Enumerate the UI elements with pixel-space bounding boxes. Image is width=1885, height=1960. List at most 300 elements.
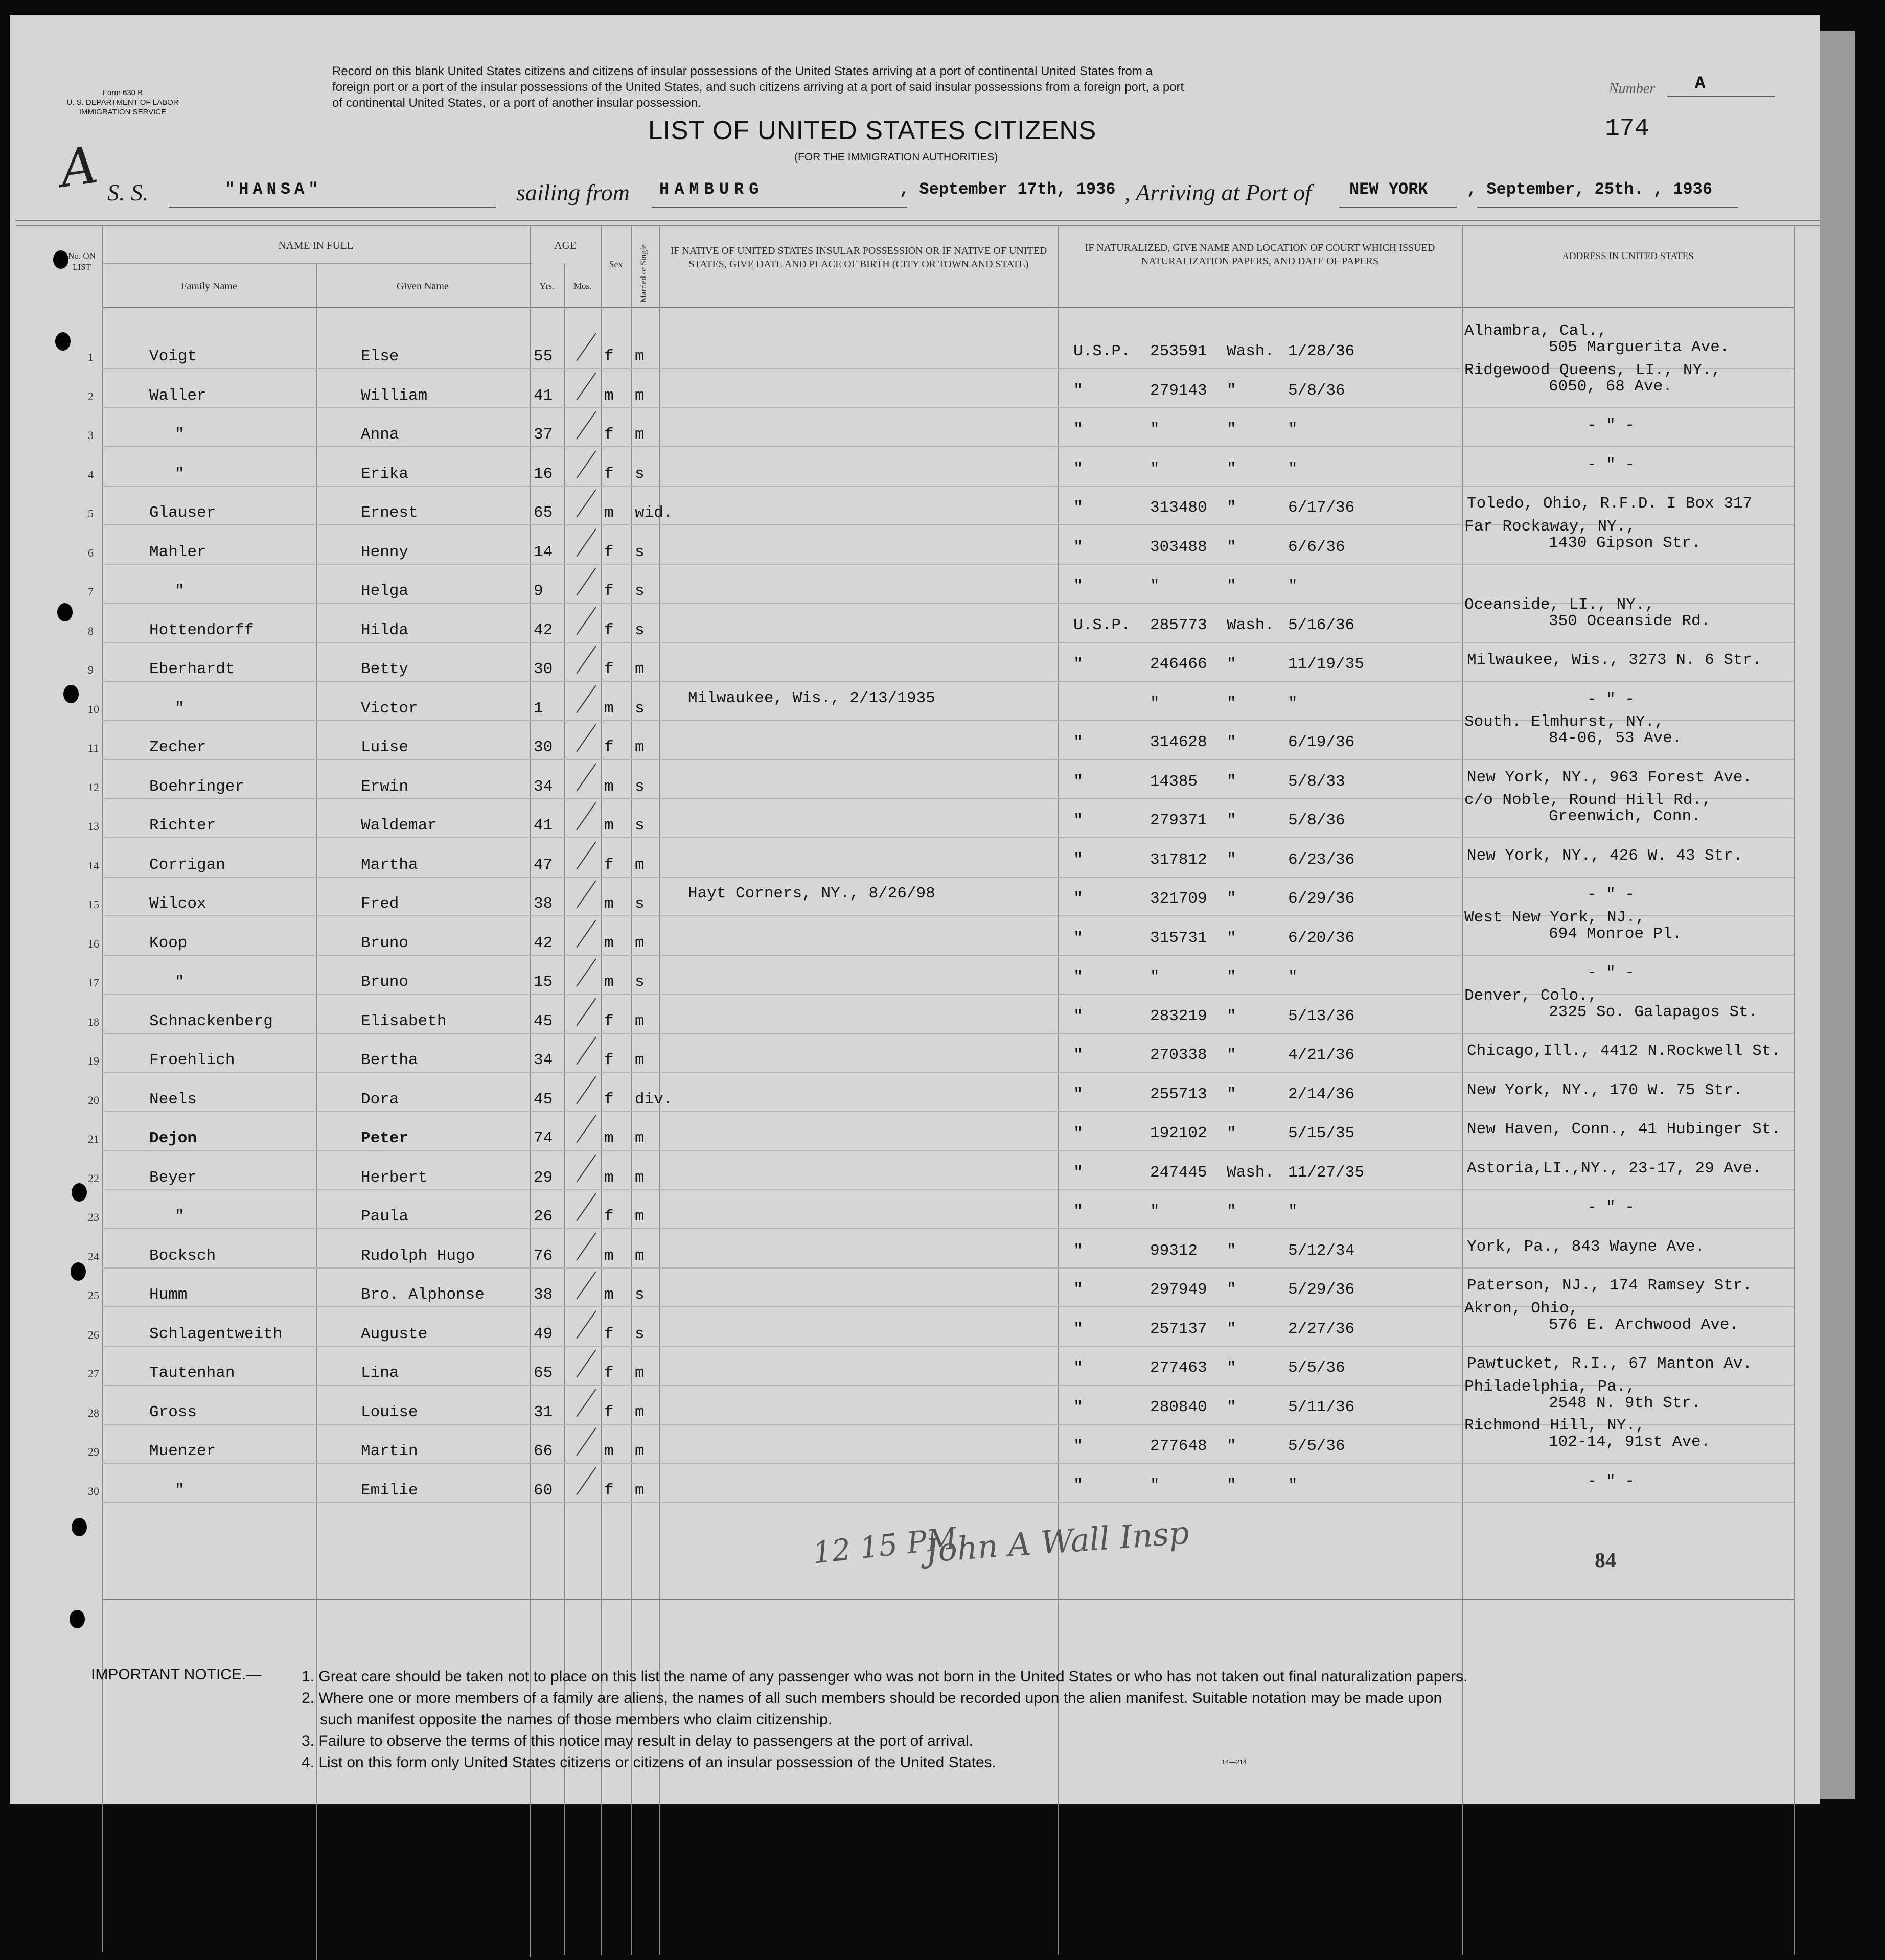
address-line-2: New York, NY., 963 Forest Ave. xyxy=(1467,768,1753,787)
row-rule xyxy=(102,1502,1794,1503)
naturalization-date: " xyxy=(1288,459,1298,478)
family-name: Wilcox xyxy=(149,895,206,913)
address-line-2: 2548 N. 9th Str. xyxy=(1549,1394,1701,1412)
row-number: 20 xyxy=(88,1093,99,1106)
address-line-1: Philadelphia, Pa., xyxy=(1464,1377,1636,1396)
sex: m xyxy=(604,504,614,522)
address-line-2: Greenwich, Conn. xyxy=(1549,808,1701,825)
naturalization-type: " xyxy=(1073,890,1083,908)
age-years: 55 xyxy=(534,348,553,365)
naturalization-type: " xyxy=(1073,1320,1083,1338)
family-name: Corrigan xyxy=(149,856,225,874)
punch-hole xyxy=(72,1183,87,1202)
age-years: 15 xyxy=(534,973,553,991)
age-years: 38 xyxy=(534,1286,553,1304)
sex: f xyxy=(604,465,614,483)
given-name: Anna xyxy=(361,426,399,444)
naturalization-court: " xyxy=(1227,1124,1236,1142)
marital-status: m xyxy=(635,1247,645,1265)
inspector-time: 12 15 PM xyxy=(811,1520,959,1571)
address-line-2: 505 Marguerita Ave. xyxy=(1549,338,1730,356)
family-name: Boehringer xyxy=(149,777,245,796)
naturalization-number: " xyxy=(1150,1203,1160,1220)
naturalization-type: " xyxy=(1073,812,1083,829)
row-number: 4 xyxy=(88,468,94,481)
naturalization-number: 247445 xyxy=(1150,1163,1207,1182)
naturalization-number: 270338 xyxy=(1150,1046,1207,1064)
naturalization-date: 5/8/33 xyxy=(1288,772,1345,791)
form-id-block xyxy=(56,88,189,117)
naturalization-number: 283219 xyxy=(1150,1007,1207,1025)
address-line-1: Denver, Colo., xyxy=(1464,986,1598,1005)
page-edge xyxy=(1820,31,1855,1799)
naturalization-date: " xyxy=(1288,577,1298,595)
naturalization-number: " xyxy=(1150,968,1160,986)
naturalization-date: " xyxy=(1288,1476,1298,1494)
naturalization-number: 313480 xyxy=(1150,499,1207,517)
naturalization-date: 6/20/36 xyxy=(1288,929,1355,947)
page-stamp: 174 xyxy=(1605,115,1649,143)
marital-status: m xyxy=(635,1481,645,1500)
given-name: Helga xyxy=(361,582,409,600)
marital-status: m xyxy=(635,1364,645,1382)
ss-label: S. S. xyxy=(107,179,149,205)
row-rule xyxy=(102,1111,1794,1112)
age-years: 34 xyxy=(534,777,553,796)
address-line-2: Astoria,LI.,NY., 23-17, 29 Ave. xyxy=(1467,1159,1762,1178)
naturalization-date: 5/8/36 xyxy=(1288,381,1345,400)
form-department: U. S. DEPARTMENT OF LABOR xyxy=(66,98,179,107)
naturalization-type: " xyxy=(1073,1046,1083,1064)
sex: m xyxy=(604,386,614,405)
marital-status: m xyxy=(635,1403,645,1421)
sex: f xyxy=(604,856,614,874)
family-name: Mahler xyxy=(149,543,206,561)
punch-hole xyxy=(55,332,71,351)
sex: f xyxy=(604,348,614,365)
age-years: 60 xyxy=(534,1481,553,1500)
sex: f xyxy=(604,1364,614,1382)
family-name: Schnackenberg xyxy=(149,1012,273,1030)
sex: m xyxy=(604,1247,614,1265)
naturalization-date: 1/28/36 xyxy=(1288,342,1355,360)
row-number: 21 xyxy=(88,1133,99,1145)
table-top-border xyxy=(15,220,1820,221)
row-number: 28 xyxy=(88,1406,99,1419)
naturalization-court: " xyxy=(1227,694,1236,712)
given-name: Dora xyxy=(361,1090,399,1109)
marital-status: m xyxy=(635,1442,645,1460)
header-family-name: Family Name xyxy=(181,281,237,292)
date-to: , September, 25th. , 1936 xyxy=(1467,180,1713,199)
row-number: 24 xyxy=(88,1250,99,1263)
marital-status: s xyxy=(635,621,645,639)
naturalization-court: " xyxy=(1227,812,1236,829)
naturalization-court: " xyxy=(1227,1398,1236,1416)
age-years: 49 xyxy=(534,1325,553,1343)
row-number: 27 xyxy=(88,1367,99,1380)
page-count: 84 xyxy=(1595,1549,1616,1573)
naturalization-court: " xyxy=(1227,1359,1236,1377)
naturalization-date: " xyxy=(1288,1203,1298,1220)
sex: m xyxy=(604,699,614,718)
marital-status: m xyxy=(635,1012,645,1030)
address-line-2: York, Pa., 843 Wayne Ave. xyxy=(1467,1237,1705,1256)
naturalization-type: " xyxy=(1073,929,1083,947)
naturalization-court: Wash. xyxy=(1227,616,1275,634)
address-line-1: c/o Noble, Round Hill Rd., xyxy=(1464,791,1712,809)
age-years: 41 xyxy=(534,817,553,835)
header-no-on-list: No. ON LIST xyxy=(68,251,96,272)
age-years: 26 xyxy=(534,1208,553,1226)
address-line-2: - " - xyxy=(1587,690,1635,708)
birth-place-date: Milwaukee, Wis., 2/13/1935 xyxy=(688,689,935,707)
notice-item: 3. Failure to observe the terms of this notice may result in delay to passengers at the port of arrival. xyxy=(302,1733,973,1749)
marital-status: m xyxy=(635,1051,645,1069)
naturalization-type: " xyxy=(1073,772,1083,791)
date-from: , September 17th, 1936 xyxy=(900,180,1116,199)
naturalization-court: " xyxy=(1227,381,1236,400)
address-line-1: Richmond Hill, NY., xyxy=(1464,1417,1645,1435)
age-years: 14 xyxy=(534,543,553,561)
naturalization-court: " xyxy=(1227,1320,1236,1338)
sex: m xyxy=(604,895,614,913)
margin-mark: A xyxy=(56,134,102,199)
given-name: Louise xyxy=(361,1403,418,1421)
row-number: 30 xyxy=(88,1484,99,1497)
naturalization-number: 192102 xyxy=(1150,1124,1207,1142)
naturalization-date: 2/14/36 xyxy=(1288,1085,1355,1103)
naturalization-number: " xyxy=(1150,1476,1160,1494)
row-number: 8 xyxy=(88,624,94,637)
instruction-line: of continental United States, or a port of another insular possession. xyxy=(332,96,701,110)
sex: f xyxy=(604,543,614,561)
naturalization-date: " xyxy=(1288,968,1298,986)
sex: f xyxy=(604,1481,614,1500)
port-to-underline xyxy=(1339,207,1457,208)
naturalization-type: U.S.P. xyxy=(1073,616,1131,634)
marital-status: m xyxy=(635,934,645,952)
naturalization-date: 5/5/36 xyxy=(1288,1359,1345,1377)
notice-item: such manifest opposite the names of those members who claim citizenship. xyxy=(320,1711,833,1728)
naturalization-number: 14385 xyxy=(1150,772,1198,791)
instruction-line: foreign port or a port of the insular possessions of the United States, and such citizens arriving at a port of said insular possessions from a foreign port, a port xyxy=(332,80,1184,94)
address-line-1: West New York, NJ., xyxy=(1464,908,1645,927)
row-number: 2 xyxy=(88,389,94,403)
naturalization-court: " xyxy=(1227,459,1236,478)
row-rule xyxy=(102,1346,1794,1347)
naturalization-date: 6/6/36 xyxy=(1288,538,1345,556)
family-name: Dejon xyxy=(149,1129,197,1147)
given-name: Paula xyxy=(361,1208,409,1226)
naturalization-type: U.S.P. xyxy=(1073,342,1131,360)
notice-item: 2. Where one or more members of a family are aliens, the names of all such members should be recorded upon the alien manifest. Suitable notation may be made upon xyxy=(302,1690,1442,1707)
sailing-label: sailing from xyxy=(516,179,630,205)
header-name-in-full: NAME IN FULL xyxy=(278,239,354,251)
age-years: 30 xyxy=(534,660,553,678)
age-years: 41 xyxy=(534,386,553,405)
naturalization-court: " xyxy=(1227,1241,1236,1260)
table-top-border xyxy=(15,225,1820,226)
header-sex: Sex xyxy=(609,259,623,269)
naturalization-type: " xyxy=(1073,1163,1083,1182)
naturalization-type: " xyxy=(1073,1281,1083,1299)
form-number: Form 630 B xyxy=(102,88,143,97)
sex: f xyxy=(604,1403,614,1421)
given-name: Bruno xyxy=(361,973,409,991)
family-name: " xyxy=(175,426,185,444)
age-years: 31 xyxy=(534,1403,553,1421)
family-name: Froehlich xyxy=(149,1051,235,1069)
form-service: IMMIGRATION SERVICE xyxy=(79,108,167,117)
sex: f xyxy=(604,1325,614,1343)
name-header-divider xyxy=(102,263,532,264)
family-name: Bocksch xyxy=(149,1247,216,1265)
naturalization-number: 277648 xyxy=(1150,1437,1207,1455)
naturalization-court: " xyxy=(1227,1476,1236,1494)
sex: m xyxy=(604,777,614,796)
naturalization-date: 5/5/36 xyxy=(1288,1437,1345,1455)
given-name: Waldemar xyxy=(361,817,437,835)
row-rule xyxy=(102,407,1794,408)
birth-place-date: Hayt Corners, NY., 8/26/98 xyxy=(688,885,935,903)
punch-hole xyxy=(63,685,79,703)
sex: m xyxy=(604,1168,614,1187)
naturalization-date: " xyxy=(1288,421,1298,439)
family-name: Humm xyxy=(149,1286,188,1304)
address-line-2: New York, NY., 426 W. 43 Str. xyxy=(1467,846,1743,865)
naturalization-number: 253591 xyxy=(1150,342,1207,360)
age-years: 16 xyxy=(534,465,553,483)
naturalization-type: " xyxy=(1073,1241,1083,1260)
naturalization-date: 5/12/34 xyxy=(1288,1241,1355,1260)
naturalization-date: 11/27/35 xyxy=(1288,1163,1364,1182)
family-name: Tautenhan xyxy=(149,1364,235,1382)
row-number: 19 xyxy=(88,1054,99,1067)
age-years: 42 xyxy=(534,934,553,952)
naturalization-date: 11/19/35 xyxy=(1288,655,1364,673)
family-name: Richter xyxy=(149,817,216,835)
instructions xyxy=(332,63,1184,111)
naturalization-number: " xyxy=(1150,459,1160,478)
given-name: Ernest xyxy=(361,504,418,522)
family-name: Voigt xyxy=(149,348,197,365)
family-name: Waller xyxy=(149,386,206,405)
number-value: A xyxy=(1695,74,1706,94)
given-name: Bro. Alphonse xyxy=(361,1286,485,1304)
address-line-2: - " - xyxy=(1587,964,1635,982)
given-name: Else xyxy=(361,348,399,365)
sex: m xyxy=(604,1286,614,1304)
naturalization-number: " xyxy=(1150,577,1160,595)
age-years: 42 xyxy=(534,621,553,639)
punch-hole xyxy=(72,1518,87,1536)
family-name: Koop xyxy=(149,934,188,952)
marital-status: m xyxy=(635,660,645,678)
family-name: Neels xyxy=(149,1090,197,1109)
marital-status: m xyxy=(635,1129,645,1147)
age-years: 65 xyxy=(534,1364,553,1382)
family-name: " xyxy=(175,973,185,991)
given-name: Victor xyxy=(361,699,418,718)
naturalization-court: " xyxy=(1227,655,1236,673)
naturalization-date: 6/17/36 xyxy=(1288,499,1355,517)
given-name: Elisabeth xyxy=(361,1012,447,1030)
col-divider xyxy=(1794,225,1795,1955)
row-number: 3 xyxy=(88,429,94,442)
naturalization-date: 2/27/36 xyxy=(1288,1320,1355,1338)
marital-status: s xyxy=(635,817,645,835)
naturalization-court: " xyxy=(1227,968,1236,986)
row-rule xyxy=(102,681,1794,682)
naturalization-number: 303488 xyxy=(1150,538,1207,556)
age-years: 34 xyxy=(534,1051,553,1069)
table-bottom-border xyxy=(102,1599,1794,1600)
punch-hole xyxy=(70,1610,85,1628)
row-rule xyxy=(102,564,1794,565)
naturalization-date: 5/13/36 xyxy=(1288,1007,1355,1025)
naturalization-date: 5/29/36 xyxy=(1288,1281,1355,1299)
address-line-2: 576 E. Archwood Ave. xyxy=(1549,1316,1739,1334)
notice-item: 1. Great care should be taken not to place on this list the name of any passenger who was not born in the United States or who has not taken out final naturalization papers. xyxy=(302,1668,1468,1685)
given-name: Erwin xyxy=(361,777,409,796)
ship-underline xyxy=(169,207,496,208)
naturalization-court: " xyxy=(1227,850,1236,869)
row-rule xyxy=(102,1228,1794,1229)
naturalization-date: 6/19/36 xyxy=(1288,733,1355,751)
row-number: 18 xyxy=(88,1015,99,1028)
naturalization-court: " xyxy=(1227,1007,1236,1025)
arriving-label: , Arriving at Port of xyxy=(1124,179,1312,205)
naturalization-date: 6/29/36 xyxy=(1288,890,1355,908)
age-years: 1 xyxy=(534,699,543,718)
sex: m xyxy=(604,934,614,952)
header-given-name: Given Name xyxy=(397,281,449,292)
row-rule xyxy=(102,759,1794,760)
address-line-2: 102-14, 91st Ave. xyxy=(1549,1433,1711,1451)
marital-status: s xyxy=(635,895,645,913)
naturalization-type: " xyxy=(1073,850,1083,869)
sex: m xyxy=(604,817,614,835)
naturalization-type: " xyxy=(1073,1437,1083,1455)
marital-status: s xyxy=(635,1325,645,1343)
address-line-2: 1430 Gipson Str. xyxy=(1549,534,1701,552)
address-line-2: Toledo, Ohio, R.F.D. I Box 317 xyxy=(1467,495,1753,513)
naturalization-court: " xyxy=(1227,1437,1236,1455)
marital-status: m xyxy=(635,1168,645,1187)
naturalization-number: 279371 xyxy=(1150,812,1207,829)
naturalization-type: " xyxy=(1073,381,1083,400)
family-name: Glauser xyxy=(149,504,216,522)
address-line-1: Ridgewood Queens, LI., NY., xyxy=(1464,361,1721,379)
address-line-1: South. Elmhurst, NY., xyxy=(1464,713,1664,731)
marital-status: s xyxy=(635,582,645,600)
naturalization-number: 246466 xyxy=(1150,655,1207,673)
row-number: 9 xyxy=(88,663,94,676)
port-from: HAMBURG xyxy=(659,180,764,199)
naturalization-number: 99312 xyxy=(1150,1241,1198,1260)
naturalization-date: 6/23/36 xyxy=(1288,850,1355,869)
given-name: Martha xyxy=(361,856,418,874)
naturalization-court: Wash. xyxy=(1227,342,1275,360)
sex: m xyxy=(604,1442,614,1460)
sex: f xyxy=(604,1090,614,1109)
marital-status: m xyxy=(635,856,645,874)
row-rule xyxy=(102,877,1794,878)
row-number: 12 xyxy=(88,780,99,794)
naturalization-type: " xyxy=(1073,1359,1083,1377)
family-name: " xyxy=(175,699,185,718)
age-years: 29 xyxy=(534,1168,553,1187)
address-line-2: 6050, 68 Ave. xyxy=(1549,377,1672,396)
address-line-1: Oceanside, LI., NY., xyxy=(1464,595,1655,614)
port-to: NEW YORK xyxy=(1349,180,1428,199)
naturalization-number: 297949 xyxy=(1150,1281,1207,1299)
naturalization-date: 5/16/36 xyxy=(1288,616,1355,634)
given-name: Lina xyxy=(361,1364,399,1382)
naturalization-type: " xyxy=(1073,733,1083,751)
address-line-1: Akron, Ohio, xyxy=(1464,1299,1579,1318)
family-name: Muenzer xyxy=(149,1442,216,1460)
given-name: Emilie xyxy=(361,1481,418,1500)
address-line-2: New Haven, Conn., 41 Hubinger St. xyxy=(1467,1120,1781,1138)
naturalization-court: " xyxy=(1227,1085,1236,1103)
header-age-years: Yrs. xyxy=(539,281,555,291)
naturalization-type: " xyxy=(1073,1398,1083,1416)
naturalization-number: 257137 xyxy=(1150,1320,1207,1338)
address-line-2: 84-06, 53 Ave. xyxy=(1549,729,1682,747)
naturalization-court: " xyxy=(1227,538,1236,556)
naturalization-court: Wash. xyxy=(1227,1163,1275,1182)
address-line-2: 350 Oceanside Rd. xyxy=(1549,612,1711,630)
row-number: 17 xyxy=(88,976,99,989)
naturalization-number: 314628 xyxy=(1150,733,1207,751)
given-name: William xyxy=(361,386,428,405)
page-title: LIST OF UNITED STATES CITIZENS xyxy=(648,116,1097,145)
sex: f xyxy=(604,582,614,600)
marital-status: wid. xyxy=(635,504,673,522)
row-number: 11 xyxy=(88,742,99,754)
naturalization-court: " xyxy=(1227,1203,1236,1220)
given-name: Fred xyxy=(361,895,399,913)
ship-name: "HANSA" xyxy=(225,180,323,199)
given-name: Martin xyxy=(361,1442,418,1460)
header-native-birth: IF NATIVE OF UNITED STATES INSULAR POSSESSION OR IF NATIVE OF UNITED STATES, GIVE DATE AND PLACE OF BIRTH (CITY OR TOWN AND STATE) xyxy=(670,245,1047,270)
family-name: " xyxy=(175,582,185,600)
sex: m xyxy=(604,973,614,991)
naturalization-court: " xyxy=(1227,577,1236,595)
naturalization-number: 285773 xyxy=(1150,616,1207,634)
sex: f xyxy=(604,1051,614,1069)
naturalization-court: " xyxy=(1227,1281,1236,1299)
header-bottom-border xyxy=(102,307,1794,308)
naturalization-court: " xyxy=(1227,929,1236,947)
naturalization-type: " xyxy=(1073,538,1083,556)
sex: f xyxy=(604,660,614,678)
address-line-2: Pawtucket, R.I., 67 Manton Av. xyxy=(1467,1355,1753,1373)
address-line-2: - " - xyxy=(1587,455,1635,474)
given-name: Henny xyxy=(361,543,409,561)
marital-status: m xyxy=(635,426,645,444)
age-years: 45 xyxy=(534,1012,553,1030)
address-line-2: - " - xyxy=(1587,1198,1635,1216)
punch-hole xyxy=(71,1262,86,1281)
family-name: Gross xyxy=(149,1403,197,1421)
row-number: 6 xyxy=(88,546,94,559)
naturalization-type: " xyxy=(1073,499,1083,517)
naturalization-number: " xyxy=(1150,421,1160,439)
number-label: Number xyxy=(1609,81,1656,97)
